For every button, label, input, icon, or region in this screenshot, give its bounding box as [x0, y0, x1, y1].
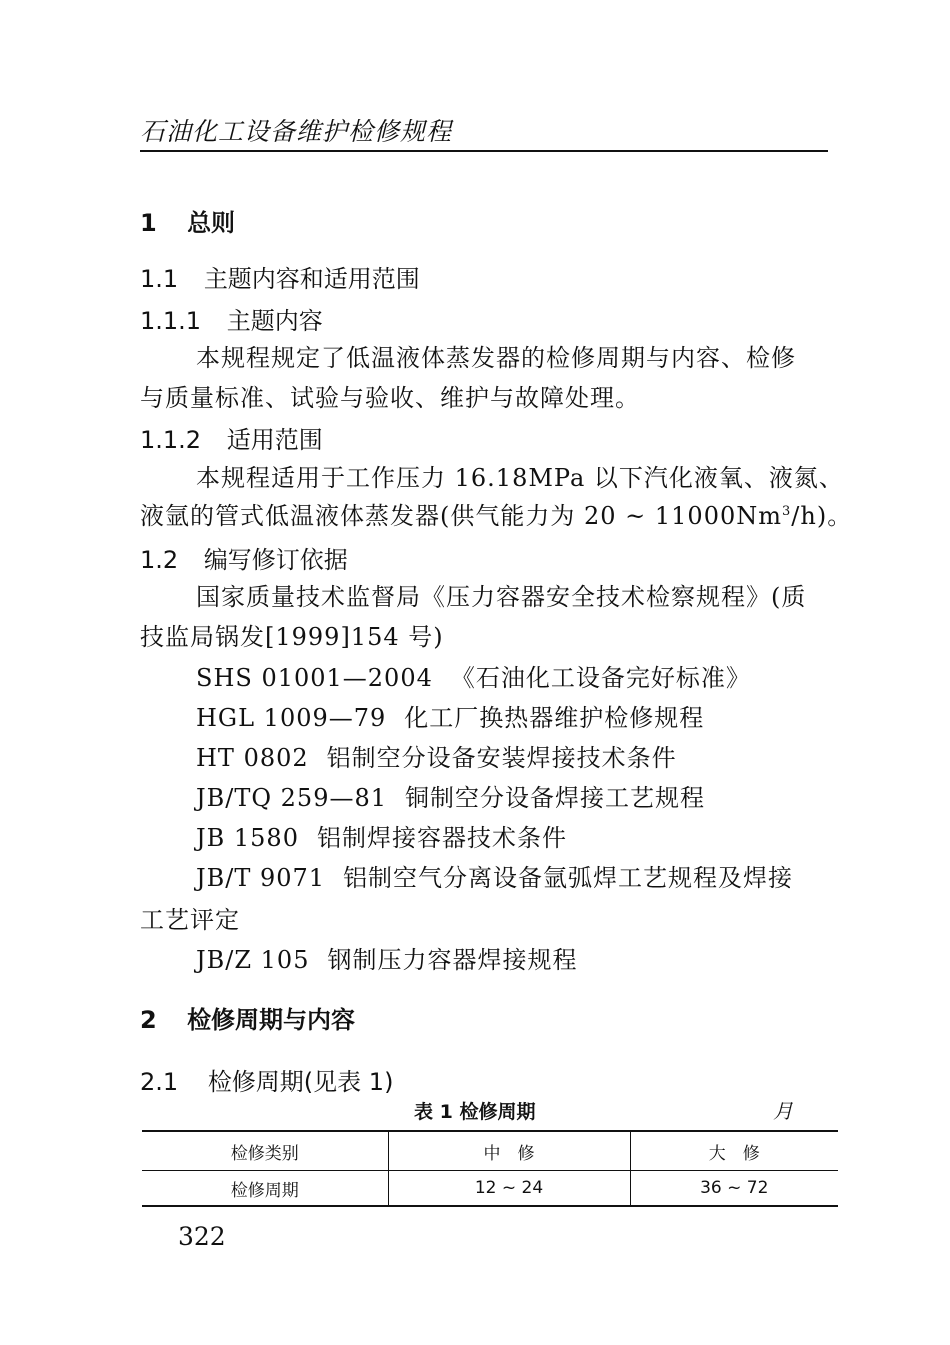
table-cell: 12 ~ 24: [388, 1171, 630, 1207]
table-header-cell: 中 修: [388, 1131, 630, 1171]
reference-title: 钢制压力容器焊接规程: [327, 946, 578, 974]
reference-code: JB 1580: [196, 824, 299, 852]
table-header-row: [142, 1131, 838, 1171]
section-1-1-1-heading: [140, 301, 323, 336]
section-title: 检修周期与内容: [187, 1006, 356, 1034]
reference-title: 铜制空分设备焊接工艺规程: [405, 784, 706, 812]
reference-title: 铝制焊接容器技术条件: [316, 824, 567, 852]
table-row: [142, 1171, 838, 1207]
reference-code: JB/T 9071: [196, 864, 326, 892]
reference-code: JB/Z 105: [196, 946, 310, 974]
table-caption: 表 1 检修周期: [414, 1101, 536, 1123]
reference-item: [196, 940, 577, 975]
page-number: 322: [178, 1222, 226, 1251]
section-1-heading: [140, 203, 235, 238]
section-1-1-2-heading: [140, 420, 323, 455]
reference-title: 铝制空分设备安装焊接技术条件: [326, 744, 677, 772]
section-number: 1.1.2: [140, 426, 202, 454]
table-unit: 月: [773, 1099, 793, 1123]
paragraph-line: 本规程适用于工作压力 16.18MPa 以下汽化液氧、液氮、: [196, 464, 844, 492]
section-number: 1.1.1: [140, 307, 202, 335]
reference-item: [196, 818, 567, 853]
paragraph-line: 国家质量技术监督局《压力容器安全技术检察规程》(质: [196, 583, 807, 611]
reference-item: [196, 738, 677, 773]
section-title: 编写修订依据: [203, 546, 348, 574]
reference-item: [196, 698, 704, 733]
section-number: 1: [140, 209, 157, 237]
superscript: 3: [782, 504, 792, 519]
section-1-2-heading: [140, 540, 348, 575]
table-cell: 36 ~ 72: [630, 1171, 838, 1207]
reference-code: SHS 01001—2004: [196, 664, 433, 692]
section-number: 2: [140, 1006, 157, 1034]
table-cell: 检修周期: [230, 1180, 299, 1201]
section-title: 主题内容和适用范围: [203, 265, 420, 293]
section-1-1-heading: [140, 259, 420, 294]
section-2-1-heading: [140, 1062, 393, 1097]
section-title: 总则: [187, 209, 236, 237]
section-2-heading: [140, 1000, 355, 1035]
text-fragment: 液氩的管式低温液体蒸发器(供气能力为 20 ~ 11000Nm: [140, 502, 783, 530]
reference-code: HGL 1009—79: [196, 704, 387, 732]
reference-item: [196, 658, 751, 693]
maintenance-period-table: [142, 1130, 838, 1207]
header-rule: [140, 150, 828, 152]
reference-title: 《石油化工设备完好标准》: [450, 664, 751, 692]
section-number: 1.1: [140, 265, 179, 293]
reference-continuation: 工艺评定: [140, 906, 240, 934]
section-number: 2.1: [140, 1068, 179, 1096]
reference-code: JB/TQ 259—81: [196, 784, 388, 812]
section-title: 检修周期(见表 1): [207, 1068, 394, 1096]
paragraph-line: 技监局锅发[1999]154 号): [140, 623, 444, 651]
paragraph-line: [140, 496, 852, 531]
reference-code: HT 0802: [196, 744, 309, 772]
reference-title: 铝制空气分离设备氩弧焊工艺规程及焊接: [343, 864, 794, 892]
text-fragment: /h)。: [791, 502, 853, 530]
table-header-cell: 大 修: [630, 1131, 838, 1171]
paragraph-line: 本规程规定了低温液体蒸发器的检修周期与内容、检修: [196, 344, 796, 372]
section-number: 1.2: [140, 546, 179, 574]
paragraph-line: 与质量标准、试验与验收、维护与故障处理。: [140, 384, 640, 412]
section-title: 适用范围: [226, 426, 323, 454]
reference-item: [196, 858, 793, 893]
table-header-cell: 检修类别: [230, 1143, 299, 1164]
running-header-title: 石油化工设备维护检修规程: [140, 117, 453, 146]
reference-title: 化工厂换热器维护检修规程: [404, 704, 705, 732]
reference-item: [196, 778, 705, 813]
section-title: 主题内容: [226, 307, 323, 335]
